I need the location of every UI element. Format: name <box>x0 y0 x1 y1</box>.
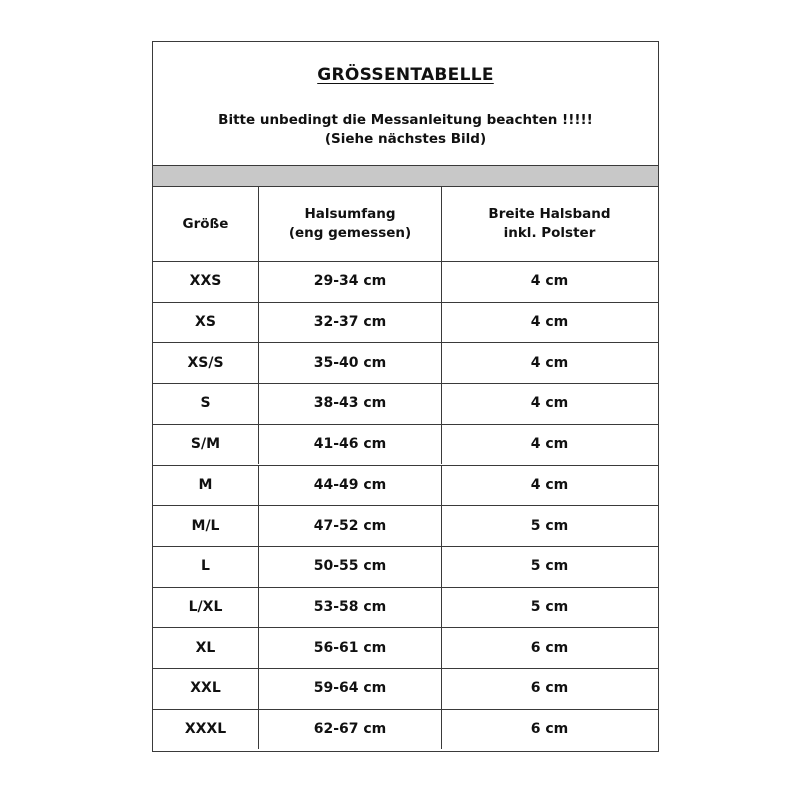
collar-width-cell: 6 cm <box>530 639 569 656</box>
table-row <box>153 383 658 424</box>
neck-circumference-cell: 59-64 cm <box>259 669 442 709</box>
neck-circumference-cell: 47-52 cm <box>259 506 442 546</box>
collar-width-cell: 4 cm <box>530 395 569 412</box>
table-row <box>153 587 658 628</box>
size-cell: M/L <box>153 506 259 546</box>
neck-circumference-cell: 56-61 cm <box>259 628 442 668</box>
size-cell: M <box>153 466 259 506</box>
neck-circumference-cell: 62-67 cm <box>259 710 442 750</box>
collar-width-cell: 4 cm <box>530 436 569 453</box>
neck-circumference-cell: 35-40 cm <box>259 343 442 383</box>
size-cell: S/M <box>153 425 259 465</box>
collar-width-cell: 6 cm <box>530 721 569 738</box>
chart-title: GRÖSSENTABELLE <box>317 65 494 85</box>
column-header-size <box>153 187 259 261</box>
collar-width-cell: 4 cm <box>530 476 569 493</box>
size-cell: XS/S <box>153 343 259 383</box>
column-header-neck <box>259 187 442 261</box>
column-header-size-label: Größe <box>182 215 229 232</box>
size-cell: L <box>153 547 259 587</box>
size-cell: XS <box>153 303 259 343</box>
column-header-width <box>442 187 657 261</box>
size-cell: XXXL <box>153 710 259 750</box>
subtitle-line-1: Bitte unbedingt die Messanleitung beachten !!!!! <box>218 112 593 128</box>
subtitle-line-2: (Siehe nächstes Bild) <box>324 131 487 147</box>
neck-circumference-cell: 53-58 cm <box>259 588 442 628</box>
column-header-width-line-1: Breite Halsband <box>488 206 611 222</box>
collar-width-cell: 4 cm <box>530 354 569 371</box>
column-header-width-line-2: inkl. Polster <box>503 225 596 241</box>
neck-circumference-cell: 50-55 cm <box>259 547 442 587</box>
collar-width-cell: 4 cm <box>530 314 569 331</box>
collar-width-cell: 5 cm <box>530 598 569 615</box>
chart-subtitle <box>153 111 658 149</box>
size-cell: XXS <box>153 262 259 302</box>
size-chart-sheet <box>152 41 659 752</box>
column-header-neck-line-1: Halsumfang <box>304 206 396 222</box>
neck-circumference-cell: 41-46 cm <box>259 425 442 465</box>
table-row <box>153 627 658 668</box>
collar-width-cell: 5 cm <box>530 517 569 534</box>
chart-header <box>153 42 658 166</box>
table-row <box>153 302 658 343</box>
size-cell: XL <box>153 628 259 668</box>
neck-circumference-cell: 29-34 cm <box>259 262 442 302</box>
collar-width-cell: 4 cm <box>530 273 569 290</box>
table-row <box>153 668 658 709</box>
table-row <box>153 546 658 587</box>
neck-circumference-cell: 38-43 cm <box>259 384 442 424</box>
table-row <box>153 505 658 546</box>
size-cell: XXL <box>153 669 259 709</box>
table-row <box>153 465 658 506</box>
table-row <box>153 709 658 750</box>
size-cell: L/XL <box>153 588 259 628</box>
table-row <box>153 342 658 383</box>
collar-width-cell: 5 cm <box>530 558 569 575</box>
column-header-neck-line-2: (eng gemessen) <box>288 225 412 241</box>
size-cell: S <box>153 384 259 424</box>
table-row <box>153 261 658 302</box>
table-row <box>153 424 658 465</box>
gray-separator-band <box>153 166 658 187</box>
collar-width-cell: 6 cm <box>530 680 569 697</box>
table-header-row <box>153 187 658 261</box>
neck-circumference-cell: 32-37 cm <box>259 303 442 343</box>
neck-circumference-cell: 44-49 cm <box>259 466 442 506</box>
